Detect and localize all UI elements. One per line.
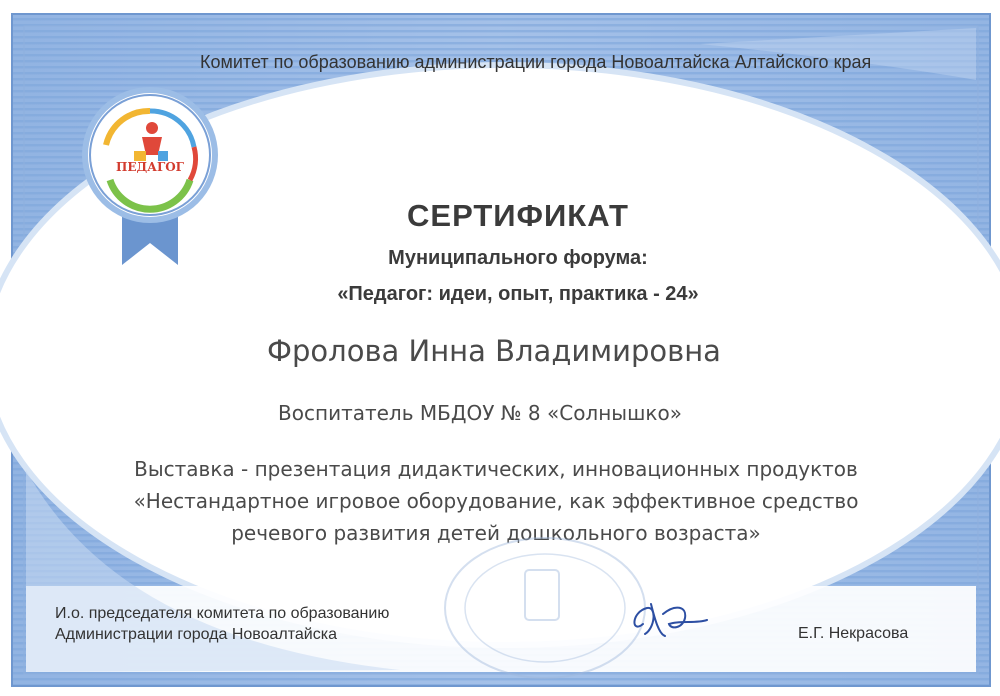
recipient-position: Воспитатель МБДОУ № 8 «Солнышко» (278, 401, 682, 425)
description-line-1: Выставка - презентация дидактических, инновационных продуктов (134, 457, 858, 481)
committee-header: Комитет по образованию администрации города Новоалтайска Алтайского края (200, 52, 872, 72)
signatory-title-line-1: И.о. председателя комитета по образованию (55, 605, 390, 622)
signer-name: Е.Г. Некрасова (798, 625, 909, 642)
handwritten-signature (625, 594, 715, 644)
description-line-2: «Нестандартное игровое оборудование, как эффективное средство (133, 489, 859, 513)
forum-subtitle: Муниципального форума: (388, 247, 648, 269)
signatory-title (55, 603, 389, 645)
recipient-name: Фролова Инна Владимировна (267, 334, 721, 368)
forum-name: «Педагог: идеи, опыт, практика - 24» (337, 283, 699, 305)
emblem-word: ПЕДАГОГ (116, 160, 184, 174)
signatory-title-line-2: Администрации города Новоалтайска (55, 626, 337, 643)
certificate-title: СЕРТИФИКАТ (407, 198, 629, 233)
description-line-3: речевого развития детей дошкольного возраста» (231, 521, 761, 545)
figure-icon (146, 122, 158, 134)
